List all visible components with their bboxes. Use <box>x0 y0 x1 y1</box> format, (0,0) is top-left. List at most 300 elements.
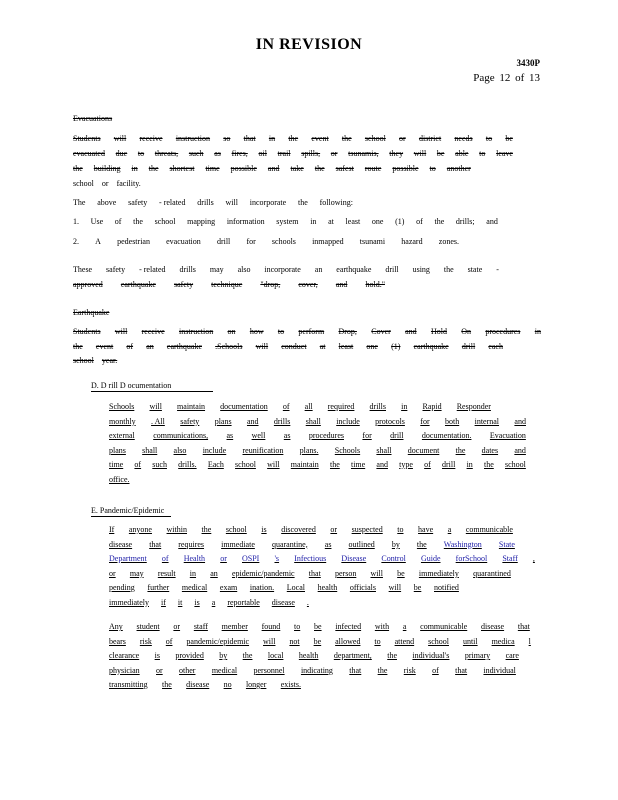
word: type <box>399 460 413 469</box>
word: following: <box>319 198 353 207</box>
word: and <box>514 416 526 426</box>
word: a <box>447 525 452 534</box>
word: Drop, <box>338 327 357 336</box>
word: These <box>73 265 93 274</box>
word: well <box>251 431 266 440</box>
word: able <box>455 149 469 158</box>
word: dates <box>481 445 499 455</box>
word: Students <box>73 327 101 336</box>
word: safety <box>173 280 194 289</box>
word: drills <box>273 416 291 426</box>
word: be <box>397 568 405 578</box>
word: drill <box>461 342 476 351</box>
word: the <box>298 198 308 207</box>
word: will <box>370 568 383 578</box>
word: such <box>188 149 204 158</box>
word: state <box>467 265 483 274</box>
word: that <box>149 539 162 549</box>
word: building <box>93 164 121 173</box>
word: within <box>166 525 187 534</box>
word: safety <box>106 265 126 274</box>
text-line <box>109 651 519 661</box>
section-d-underline <box>91 391 213 392</box>
word: will <box>225 198 238 207</box>
word: mapping <box>187 217 216 226</box>
word: or <box>330 525 338 534</box>
word: least <box>345 217 361 226</box>
word: will <box>114 327 128 336</box>
word: it <box>177 597 183 607</box>
section-e-underline <box>91 516 171 517</box>
word: earthquake <box>120 280 156 289</box>
word: and <box>335 280 348 289</box>
word: plans. <box>299 445 319 455</box>
word: (1) <box>395 217 405 226</box>
word: shortest <box>169 164 195 173</box>
text-line <box>109 637 531 647</box>
word: immediately <box>418 568 459 578</box>
word: health <box>317 583 338 592</box>
word: route <box>364 164 382 173</box>
word: - related <box>159 198 186 207</box>
word: include <box>336 416 360 426</box>
word: will <box>149 402 162 411</box>
word: the <box>443 265 454 274</box>
word: not <box>289 636 300 646</box>
word: l <box>528 636 531 646</box>
word: due <box>115 149 128 158</box>
word: year. <box>101 356 118 365</box>
text-line <box>109 417 526 427</box>
word: disease <box>480 622 505 631</box>
word: facility. <box>116 179 141 188</box>
word: of <box>134 460 142 469</box>
word: Use <box>90 217 104 226</box>
word: plans <box>109 445 126 455</box>
word: drill <box>216 237 231 246</box>
word: to <box>485 134 493 143</box>
word: is <box>194 597 200 607</box>
word: approved <box>73 280 103 289</box>
word: time <box>109 460 124 469</box>
word: or <box>156 665 163 675</box>
word: or <box>173 622 181 631</box>
word: Staff <box>502 554 518 563</box>
word: or <box>109 568 116 578</box>
word: the <box>377 665 388 675</box>
word: primary <box>464 651 491 660</box>
word: or <box>220 554 227 563</box>
word: to <box>429 164 436 173</box>
word: trail <box>277 149 291 158</box>
word: with <box>374 622 390 631</box>
text-line <box>73 356 117 366</box>
word: Guide <box>420 554 441 563</box>
word: the <box>314 164 325 173</box>
word: discovered <box>281 525 316 534</box>
word: as <box>214 149 221 158</box>
word: other <box>179 665 196 675</box>
word: of <box>282 402 290 411</box>
word: as <box>226 431 234 440</box>
word: safety <box>128 198 148 207</box>
word: in <box>534 327 541 336</box>
word: allowed <box>335 636 361 646</box>
word: earthquake <box>413 342 449 351</box>
word: the <box>329 460 340 469</box>
text-line <box>73 149 513 159</box>
word: Any <box>109 622 123 631</box>
word: also <box>173 445 187 455</box>
word: both <box>444 416 460 426</box>
word: local <box>267 651 284 660</box>
word: and <box>267 164 280 173</box>
word: and <box>514 445 526 455</box>
word: receive <box>141 327 165 336</box>
word: exam <box>219 583 238 592</box>
word: tsunamis, <box>348 149 379 158</box>
text-line <box>73 237 459 247</box>
word: event <box>311 134 329 143</box>
word: and <box>376 460 388 469</box>
word: in <box>401 402 408 411</box>
word: communications, <box>153 431 209 440</box>
word: will <box>263 636 276 646</box>
word: "drop, <box>260 280 281 289</box>
word: drills. <box>178 460 197 469</box>
text-line <box>109 475 130 485</box>
word: procedures <box>308 431 344 440</box>
word: person <box>334 568 357 578</box>
word: school <box>73 179 94 188</box>
word: to <box>137 149 145 158</box>
word: instruction <box>175 134 211 143</box>
word: such <box>152 460 167 469</box>
word: result <box>157 568 176 578</box>
text-line <box>73 217 498 227</box>
word: .Schools <box>215 342 243 351</box>
word: officials <box>349 583 376 592</box>
word: the <box>242 651 253 660</box>
word: zones. <box>438 237 459 246</box>
word: that <box>349 665 362 675</box>
word: is <box>261 525 267 534</box>
word: OSPI <box>242 554 260 563</box>
word: document <box>407 445 440 455</box>
word: in <box>268 134 276 143</box>
page-number: Page 12 of 13 <box>473 72 540 84</box>
word: medical <box>211 665 238 675</box>
word: communicable <box>420 622 468 631</box>
word: Rapid <box>422 402 442 411</box>
word: all <box>304 402 313 411</box>
word: school <box>73 356 94 365</box>
word: pending <box>109 583 135 592</box>
word: one <box>366 342 378 351</box>
word: If <box>109 525 115 534</box>
word: fires, <box>231 149 248 158</box>
word: Infectious <box>294 554 327 563</box>
word: Disease <box>341 554 367 563</box>
word: for <box>420 416 430 426</box>
word: outlined <box>348 539 375 549</box>
word: school <box>504 460 526 469</box>
word: spills, <box>301 149 321 158</box>
word: have <box>418 525 434 534</box>
word: quarantined <box>473 568 511 578</box>
word: reportable <box>227 597 260 607</box>
word: earthquake <box>166 342 202 351</box>
word: that <box>308 568 321 578</box>
word: so <box>223 134 231 143</box>
word: technique <box>211 280 243 289</box>
word: possible <box>230 164 257 173</box>
word: health <box>298 651 319 660</box>
word: or <box>101 179 109 188</box>
word: Cover <box>371 327 391 336</box>
word: school <box>364 134 386 143</box>
text-line <box>73 342 503 352</box>
word: reunification <box>242 445 284 455</box>
word: shall <box>305 416 321 426</box>
word: found <box>261 622 281 631</box>
word: staff <box>193 622 208 631</box>
word: shall <box>376 445 392 455</box>
word: drills; <box>455 217 475 226</box>
word: individual <box>483 665 516 675</box>
word: plans <box>214 416 232 426</box>
word: event <box>95 342 114 351</box>
word: the <box>416 539 427 549</box>
word: Department <box>109 554 147 563</box>
text-line <box>73 198 353 208</box>
word: may <box>209 265 224 274</box>
word: documentation. <box>421 431 472 440</box>
word: Control <box>381 554 406 563</box>
word: school <box>225 525 247 534</box>
word: 2. <box>73 237 79 246</box>
word: using <box>412 265 430 274</box>
word: in <box>131 164 138 173</box>
word: Hold <box>430 327 447 336</box>
word: individual's <box>412 651 450 660</box>
word: also <box>237 265 251 274</box>
word: be <box>313 636 322 646</box>
word: exists. <box>280 680 301 689</box>
word: disease <box>186 680 210 689</box>
word: incorporate <box>264 265 301 274</box>
word: indicating <box>300 665 333 675</box>
word: information <box>226 217 265 226</box>
text-line <box>109 540 515 550</box>
word: medical <box>181 583 208 592</box>
word: provided <box>175 651 204 660</box>
word: how <box>249 327 264 336</box>
policy-code: 3430P <box>516 58 540 68</box>
word: least <box>338 342 354 351</box>
text-line <box>109 680 301 690</box>
word: the <box>133 217 143 226</box>
word: protocols <box>375 416 405 426</box>
word: and <box>486 217 498 226</box>
word: of <box>161 554 169 563</box>
word: Each <box>207 460 224 469</box>
word: be <box>413 583 422 592</box>
text-line <box>109 666 516 676</box>
word: time <box>205 164 220 173</box>
word: in <box>189 568 197 578</box>
word: . All <box>151 416 165 426</box>
word: school <box>428 636 449 646</box>
word: above <box>97 198 117 207</box>
word: the <box>148 164 159 173</box>
word: forSchool <box>455 554 488 563</box>
word: an <box>314 265 323 274</box>
word: immediate <box>221 539 255 549</box>
word: the <box>434 217 445 226</box>
word: district <box>418 134 442 143</box>
text-line <box>109 622 530 632</box>
word: leave <box>496 149 513 158</box>
word: physician <box>109 665 140 675</box>
word: is <box>154 651 160 660</box>
earthquake-heading: Earthquake <box>73 308 110 317</box>
word: of <box>126 342 134 351</box>
word: the <box>288 134 299 143</box>
text-line <box>109 569 511 579</box>
word: the <box>162 680 172 689</box>
word: ination. <box>249 583 275 592</box>
text-line <box>109 460 526 470</box>
word: be <box>505 134 513 143</box>
word: epidemic/pandemic <box>231 568 295 578</box>
word: will <box>267 460 280 469</box>
word: clearance <box>109 651 140 660</box>
word: to <box>397 525 404 534</box>
word: another <box>446 164 471 173</box>
word: Washington <box>443 539 482 549</box>
word: safety <box>180 416 200 426</box>
text-line <box>109 525 513 535</box>
word: include <box>202 445 227 455</box>
text-line <box>73 280 385 290</box>
word: take <box>290 164 304 173</box>
word: requires <box>178 539 205 549</box>
word: each <box>488 342 503 351</box>
word: possible <box>392 164 419 173</box>
word: time <box>350 460 366 469</box>
word: the <box>387 651 397 660</box>
word: or <box>330 149 338 158</box>
word: the <box>201 525 212 534</box>
word: an <box>146 342 154 351</box>
word: of <box>416 217 423 226</box>
word: Local <box>286 583 305 592</box>
word: transmitting <box>109 680 148 689</box>
text-line <box>109 583 459 593</box>
word: risk <box>139 636 152 646</box>
word: drills <box>369 402 386 411</box>
word: cover, <box>298 280 318 289</box>
text-line <box>73 164 471 174</box>
text-line <box>109 431 526 441</box>
word: infected <box>335 622 362 631</box>
text-line <box>73 265 499 275</box>
word: for <box>362 431 372 440</box>
word: receive <box>139 134 163 143</box>
word: the <box>455 445 466 455</box>
word: instruction <box>179 327 214 336</box>
word: threats, <box>154 149 179 158</box>
word: that <box>243 134 256 143</box>
word: conduct <box>281 342 307 351</box>
word: risk <box>403 665 416 675</box>
word: will <box>113 134 127 143</box>
word: by <box>219 651 228 660</box>
word: member <box>221 622 248 631</box>
word: by <box>391 539 400 549</box>
word: The <box>73 198 86 207</box>
word: and <box>405 327 417 336</box>
word: office. <box>109 474 130 484</box>
word: Students <box>73 134 101 143</box>
word: . <box>306 597 309 607</box>
word: to <box>277 327 285 336</box>
word: perform <box>298 327 325 336</box>
word: school <box>235 460 256 469</box>
word: maintain <box>290 460 319 469</box>
word: drill <box>390 431 404 440</box>
word: procedures <box>485 327 521 336</box>
word: on <box>227 327 236 336</box>
word: disease <box>109 539 133 549</box>
word: at <box>328 217 334 226</box>
word: and <box>246 416 259 426</box>
word: as <box>324 539 332 549</box>
word: to <box>294 622 301 631</box>
word: if <box>161 597 166 607</box>
word: evacuated <box>73 149 105 158</box>
word: (1) <box>391 342 401 351</box>
word: pandemic/epidemic <box>186 636 250 646</box>
word: quarantine, <box>271 539 308 549</box>
word: safest <box>335 164 354 173</box>
word: needs <box>454 134 473 143</box>
word: that <box>455 665 468 675</box>
word: attend <box>394 636 415 646</box>
word: department, <box>333 651 372 660</box>
page-title: IN REVISION <box>255 36 363 53</box>
word: of <box>165 636 173 646</box>
word: communicable <box>465 525 513 534</box>
word: documentation <box>220 402 268 411</box>
word: or <box>399 134 406 143</box>
word: of <box>114 217 122 226</box>
word: maintain <box>177 402 206 411</box>
word: school <box>154 217 176 226</box>
word: will <box>413 149 427 158</box>
word: Evacuation <box>489 431 526 440</box>
text-line <box>109 446 526 456</box>
evacuations-heading: Evacuations <box>73 114 113 123</box>
word: personnel <box>253 665 285 675</box>
word: they <box>389 149 404 158</box>
word: oil <box>258 149 267 158</box>
word: no <box>223 680 232 689</box>
word: in <box>310 217 317 226</box>
word: may <box>129 568 144 578</box>
word: Schools <box>109 402 135 411</box>
